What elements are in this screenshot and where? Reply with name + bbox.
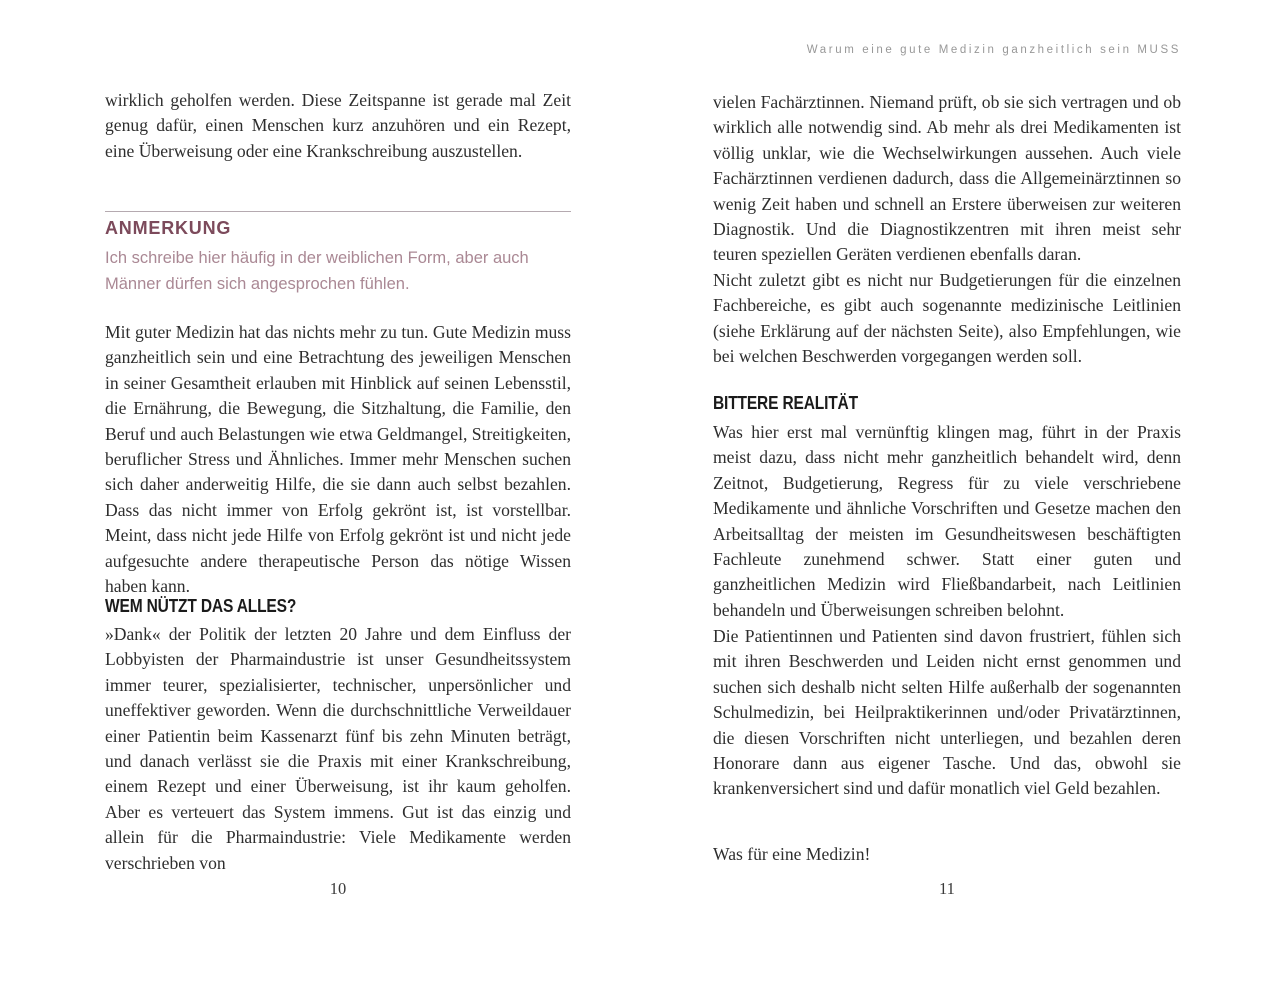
section-heading-bittere-realitaet: BITTERE REALITÄT (713, 392, 858, 413)
left-paragraph-mid: Mit guter Medizin hat das nichts mehr zu tun. Gute Medizin muss ganzheitlich sein und eine Betrachtung des jeweiligen Menschen in seiner Gesamtheit erlauben mit Hinblick auf seinen Lebensstil, die Ernährung, die Bewegung, die Sitzhaltung, die Familie, den Beruf und auch Belastungen wie etwa Geldmangel, Streitigkeiten, beruflicher Stress und Ähnliches. Immer mehr Menschen suchen sich daher anderweitig Hilfe, die sie dann auch selbst bezahlen. Dass das nicht immer von Erfolg gekrönt ist, ist vorstellbar. Meint, dass nicht jede Hilfe von Erfolg gekrönt ist und nicht jede aufgesuchte andere therapeutische Person das nötige Wissen haben kann. (105, 322, 571, 597)
left-paragraph-top: wirklich geholfen werden. Diese Zeitspanne ist gerade mal Zeit genug dafür, einen Menschen kurz anzuhören und ein Rezept, eine Überweisung oder eine Krankschreibung auszustellen. (105, 90, 571, 161)
section-heading-wem-nuetzt: WEM NÜTZT DAS ALLES? (105, 595, 297, 616)
right-section-paragraph-2: Die Patientinnen und Patienten sind davon frustriert, fühlen sich mit ihren Beschwerden und Leiden nicht ernst genommen und suchen sich deshalb nicht selten Hilfe außerhalb der sogenannten Schulmedizin, bei Heilpraktikerinnen und/oder Privatärztinnen, die diesen Vorschriften nicht unterliegen, und bezahlen deren Honorare dann aus eigener Tasche. Und das, obwohl sie krankenversichert sind und dafür monatlich viel Geld bezahlen. (713, 626, 1181, 799)
right-paragraph-2: Nicht zuletzt gibt es nicht nur Budgetierungen für die einzelnen Fachbereiche, es gibt auch sogenannte medizinische Leitlinien (siehe Erklärung auf der nächsten Seite), also Empfehlungen, wie bei welchen Beschwerden vorgegangen werden soll. (713, 270, 1181, 367)
left-page (105, 0, 571, 1000)
right-page-number: 11 (939, 879, 955, 898)
right-section-paragraph-1: Was hier erst mal vernünftig klingen mag, führt in der Praxis meist dazu, dass nicht mehr ganzheitlich behandelt wird, denn Zeitnot, Budgetierung, Regress für zu viele verschriebene Medikamente und ähnliche Vorschriften und Gesetze machen den Arbeitsalltag der meisten im Gesundheitswesen beschäftigten Fachleute zunehmend schwer. Statt einer guten und ganzheitlichen Medizin wird Fließbandarbeit, nach Leitlinien behandeln und Überweisungen schreiben belohnt. (713, 422, 1181, 620)
right-page (713, 0, 1181, 1000)
right-paragraph-1: vielen Fachärztinnen. Niemand prüft, ob sie sich vertragen und ob wirklich alle notwendig sind. Ab mehr als drei Medikamenten ist völlig unklar, wie die Wechselwirkungen aussehen. Auch viele Fachärztinnen verdienen dadurch, dass die Allgemeinärztinnen so wenig Zeit haben und schnell an Erstere überweisen zur weiteren Diagnostik. Und die Diagnostikzentren mit ihren meist sehr teuren speziellen Geräten verdienen ebenfalls daran. (713, 92, 1181, 265)
closing-line: Was für eine Medizin! (713, 844, 871, 864)
left-section-paragraph: »Dank« der Politik der letzten 20 Jahre und dem Einfluss der Lobbyisten der Pharmaindustrie ist unser Gesundheitssystem immer teurer, spezialisierter, technischer, unpersönlicher und uneffektiver geworden. Wenn die durchschnittliche Verweildauer einer Patientin beim Kassenarzt fünf bis zehn Minuten beträgt, und danach verlässt sie die Praxis mit einer Krankschreibung, einem Rezept und einer Überweisung, ist ihr kaum geholfen. Aber es verteuert das System immens. Gut ist das einzig und allein für die Pharmaindustrie: Viele Medikamente werden verschrieben von (105, 624, 571, 873)
running-header: Warum eine gute Medizin ganzheitlich sein MUSS (806, 44, 1181, 56)
note-heading: ANMERKUNG (105, 218, 232, 238)
note-body-text: Ich schreibe hier häufig in der weiblichen Form, aber auch Männer dürfen sich angesprochen fühlen. (105, 249, 529, 293)
left-page-number: 10 (329, 879, 347, 898)
note-divider-rule (105, 211, 571, 212)
